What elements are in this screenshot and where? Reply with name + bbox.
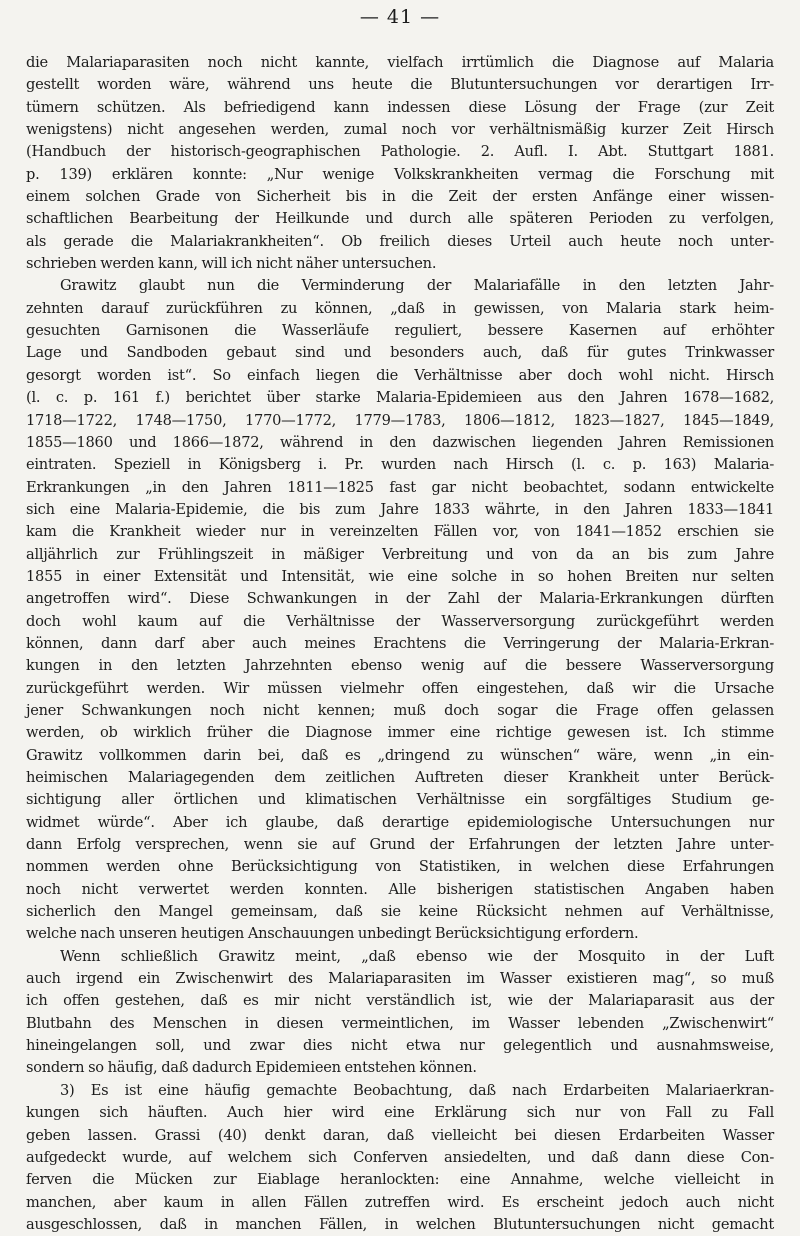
text-line: aufgedeckt wurde, auf welchem sich Conferven ansiedelten, und daß dann diese Con- (26, 1148, 774, 1166)
text-line: sichtigung aller örtlichen und klimatischen Verhältnisse ein sorgfältiges Studium ge- (26, 791, 774, 809)
text-line: dann Erfolg versprechen, wenn sie auf Grund der Erfahrungen der letzten Jahre unter- (26, 836, 774, 854)
text-line: ich offen gestehen, daß es mir nicht verständlich ist, wie der Malariaparasit aus der (26, 992, 774, 1010)
text-line: welche nach unseren heutigen Anschauungen unbedingt Berücksichtigung erfordern. (26, 925, 639, 943)
text-line: manchen, aber kaum in allen Fällen zutreffen wird. Es erscheint jedoch auch nicht (26, 1193, 774, 1211)
text-line: 1718—1722, 1748—1750, 1770—1772, 1779—1783, 1806—1812, 1823—1827, 1845—1849, (26, 411, 774, 429)
text-line: doch wohl kaum auf die Verhältnisse der Wasserversorgung zurückgeführt werden (26, 612, 774, 630)
text-line: angetroffen wird“. Diese Schwankungen in der Zahl der Malaria-Erkrankungen dürften (26, 590, 774, 608)
text-line: Grawitz glaubt nun die Verminderung der Malariafälle in den letzten Jahr- (60, 277, 774, 295)
text-line: widmet würde“. Aber ich glaube, daß derartige epidemiologische Untersuchungen nur (26, 813, 774, 831)
text-line: ferven die Mücken zur Eiablage heranlockten: eine Annahme, welche vielleicht in (26, 1171, 774, 1189)
text-line: einem solchen Grade von Sicherheit bis in die Zeit der ersten Anfänge einer wissen- (26, 188, 774, 206)
text-line: Lage und Sandboden gebaut sind und besonders auch, daß für gutes Trinkwasser (26, 344, 774, 362)
text-line: zurückgeführt werden. Wir müssen vielmehr offen eingestehen, daß wir die Ursache (26, 679, 774, 697)
page-number: — 41 — (359, 6, 441, 28)
text-line: tümern schützen. Als befriedigend kann indessen diese Lösung der Frage (zur Zeit (26, 98, 774, 116)
text-line: gesorgt worden ist“. So einfach liegen die Verhältnisse aber doch wohl nicht. Hirsch (26, 366, 774, 384)
text-line: 1855 in einer Extensität und Intensität, wie eine solche in so hohen Breiten nur selten (26, 567, 774, 585)
text-line: gestellt worden wäre, während uns heute die Blutuntersuchungen vor derartigen Irr- (26, 76, 774, 94)
text-line: Erkrankungen „in den Jahren 1811—1825 fast gar nicht beobachtet, sodann entwickelte (26, 478, 774, 496)
text-line: Wenn schließlich Grawitz meint, „daß ebenso wie der Mosquito in der Luft (60, 947, 774, 965)
text-line: schrieben werden kann, will ich nicht näher untersuchen. (26, 255, 437, 273)
text-line: können, dann darf aber auch meines Erachtens die Verringerung der Malaria-Erkran- (26, 634, 774, 652)
text-line: (Handbuch der historisch-geographischen Pathologie. 2. Aufl. I. Abt. Stuttgart 1881. (26, 143, 774, 161)
text-line: sicherlich den Mangel gemeinsam, daß sie keine Rücksicht nehmen auf Verhältnisse, (26, 903, 774, 921)
text-line: heimischen Malariagegenden dem zeitlichen Auftreten dieser Krankheit unter Berück- (26, 769, 774, 786)
text-line: die Malariaparasiten noch nicht kannte, vielfach irrtümlich die Diagnose auf Malaria (26, 54, 774, 71)
text-line: noch nicht verwertet werden konnten. Alle bisherigen statistischen Angaben haben (26, 880, 774, 898)
body-text (26, 52, 774, 1236)
text-line: 3) Es ist eine häufig gemachte Beobachtung, daß nach Erdarbeiten Malariaerkran- (60, 1081, 774, 1099)
text-line: ausgeschlossen, daß in manchen Fällen, in welchen Blutuntersuchungen nicht gemacht (26, 1215, 774, 1233)
text-line: gesuchten Garnisonen die Wasserläufe reguliert, bessere Kasernen auf erhöhter (26, 322, 774, 340)
text-line: eintraten. Speziell in Königsberg i. Pr. wurden nach Hirsch (l. c. p. 163) Malaria- (26, 456, 774, 474)
text-line: geben lassen. Grassi (40) denkt daran, daß vielleicht bei diesen Erdarbeiten Wasser (26, 1126, 774, 1144)
text-line: zehnten darauf zurückführen zu können, „daß in gewissen, von Malaria stark heim- (26, 299, 774, 317)
text-line: 1855—1860 und 1866—1872, während in den dazwischen liegenden Jahren Remissionen (26, 433, 774, 451)
text-line: kungen in den letzten Jahrzehnten ebenso wenig auf die bessere Wasserversorgung (26, 657, 774, 675)
text-line: kungen sich häuften. Auch hier wird eine Erklärung sich nur von Fall zu Fall (26, 1104, 774, 1122)
text-line: alljährlich zur Frühlingszeit in mäßiger Verbreitung und von da an bis zum Jahre (26, 545, 774, 563)
text-line: sondern so häufig, daß dadurch Epidemieen entstehen können. (26, 1059, 477, 1077)
text-line: p. 139) erklären konnte: „Nur wenige Volkskrankheiten vermag die Forschung mit (26, 165, 774, 183)
text-line: Grawitz vollkommen darin bei, daß es „dringend zu wünschen“ wäre, wenn „in ein- (26, 746, 774, 764)
text-line: werden, ob wirklich früher die Diagnose immer eine richtige gewesen ist. Ich stimme (26, 724, 774, 742)
text-line: jener Schwankungen noch nicht kennen; muß doch sogar die Frage offen gelassen (26, 701, 774, 719)
text-line: wenigstens) nicht angesehen werden, zumal noch vor verhältnismäßig kurzer Zeit Hirsch (26, 121, 774, 139)
text-line: hineingelangen soll, und zwar dies nicht etwa nur gelegentlich und ausnahmsweise, (26, 1037, 774, 1055)
text-line: nommen werden ohne Berücksichtigung von Statistiken, in welchen diese Erfahrungen (26, 858, 774, 876)
text-line: als gerade die Malariakrankheiten“. Ob freilich dieses Urteil auch heute noch unter- (26, 232, 774, 250)
text-line: sich eine Malaria-Epidemie, die bis zum Jahre 1833 währte, in den Jahren 1833—1841 (26, 500, 774, 518)
text-line: Blutbahn des Menschen in diesen vermeintlichen, im Wasser lebenden „Zwischenwirt“ (26, 1014, 774, 1032)
text-line: schaftlichen Bearbeitung der Heilkunde und durch alle späteren Perioden zu verfolgen, (26, 210, 774, 228)
text-line: (l. c. p. 161 f.) berichtet über starke Malaria-Epidemieen aus den Jahren 1678—1682, (26, 389, 774, 407)
text-line: kam die Krankheit wieder nur in vereinzelten Fällen vor, von 1841—1852 erschien sie (26, 523, 774, 541)
text-line: auch irgend ein Zwischenwirt des Malariaparasiten im Wasser existieren mag“, so muß (26, 970, 774, 988)
